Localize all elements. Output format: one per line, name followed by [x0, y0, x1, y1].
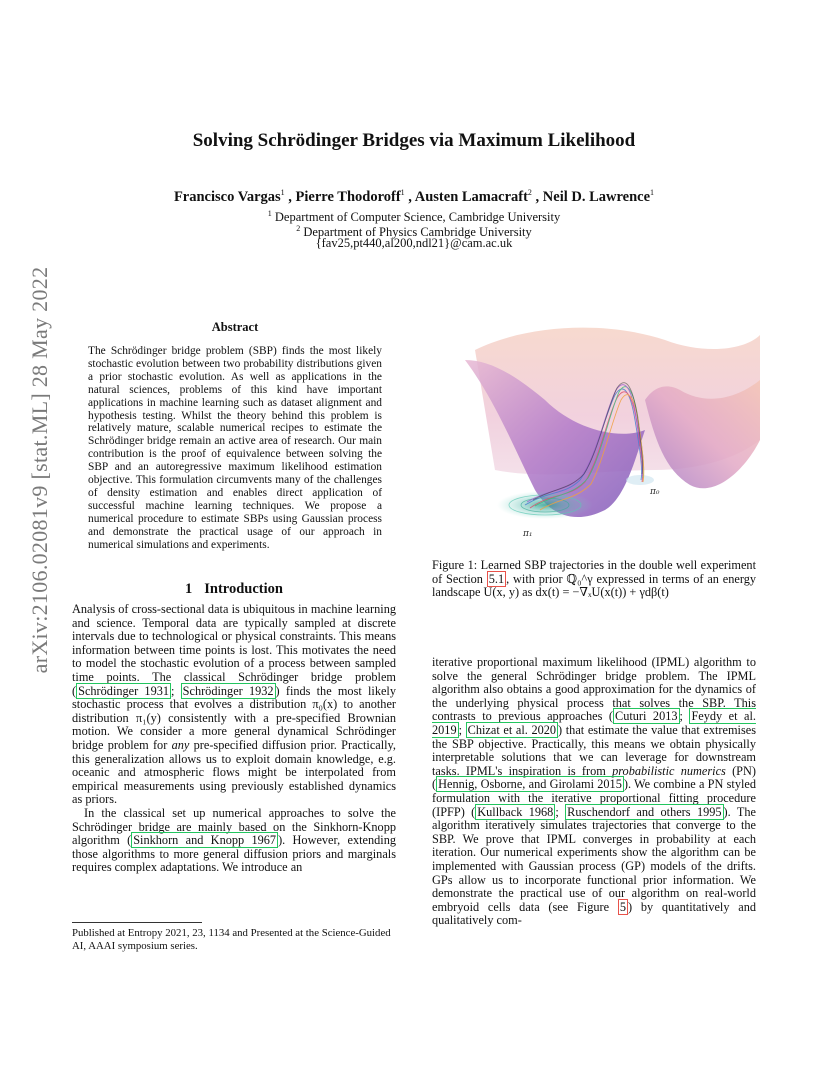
pi0-contours [626, 475, 654, 485]
paragraph: Analysis of cross-sectional data is ubiquitous in machine learning and science. Temporal data are typically sampled at discrete intervals due to technological or physical constraints. This means information between time points is lost. This motivates the need to model the stochastic evolution of a process between sampled time points. The classical Schrödinger bridge problem ( Schrödinger 1931 ; Schrödinger 1932 ) finds the most likely stochastic process that evolves a distribution π₀(x) to another distribution π₁(y) consistently with a pre-specified Brownian motion. We consider a more general dynamical Schrödinger bridge problem for any pre-specified diffusion prior. Practically, this generalization allows us to exploit domain knowledge, e.g. oceanic and atmospheric flows might be interpolated from empirical measurements using previously established dynamics as priors. [72, 602, 396, 807]
author-emails: {fav25,pt440,al200,ndl21}@cam.ac.uk [315, 236, 513, 250]
citation-link[interactable]: Cuturi 2013 [615, 709, 678, 724]
affiliation-text: Department of Physics Cambridge University [303, 225, 532, 240]
right-column-text [432, 656, 756, 928]
citation-link[interactable]: Schrödinger 1931 [78, 683, 170, 698]
section-heading [72, 581, 396, 598]
affiliation-mark: 1 [400, 188, 405, 197]
citation-link[interactable]: Feydy et al. 2019 [432, 709, 756, 737]
citation-link[interactable]: Hennig, Osborne, and Girolami 2015 [438, 777, 622, 792]
figure-1-surface-plot [455, 320, 767, 542]
left-column-text [72, 603, 396, 875]
citation-link[interactable]: Kullback 1968 [477, 804, 554, 819]
citation-link[interactable]: Schrödinger 1932 [182, 683, 274, 698]
footnote-divider [72, 922, 202, 923]
affiliation-mark: 1 [280, 188, 285, 197]
section-reference[interactable]: 5.1 [488, 571, 505, 586]
paragraph: iterative proportional maximum likelihood (IPML) algorithm to solve the general Schrödinger bridge problem. The IPML algorithm also obtains a good approximation for the dynamics of the underlying physical process that solves the SBP. This contrasts to previous approaches ( Cuturi 2013 ; Feydy et al. 2019 ; Chizat et al. 2020 ) that estimate the value that extremises the SBP objective. Practically, this means we obtain physically interpretable solutions that we can leverage for downstream tasks. IPML's inspiration is from probabilistic numerics (PN) ( Hennig, Osborne, and Girolami 2015 ). We combine a PN styled formulation with the iterative proportional fitting procedure (IPFP) ( Kullback 1968 ; Ruschendorf and others 1995 ). The algorithm iteratively simulates trajectories that converge to the SBP. We prove that IPML converges in probability at each iteration. Our numerical experiments show the algorithm can be implemented with Gaussian process (GP) models of the drifts. GPs allow us to incorporate functional prior information. We demonstrate the practical use of our algorithm on real-world embryoid cells data (see Figure 5 ) by quantitatively and qualitatively com- [432, 655, 757, 928]
arxiv-id: arXiv:2106.02081v9 [stat.ML] 28 May 2022 [27, 266, 52, 674]
pi0-label: π₀ [650, 487, 660, 497]
affiliation-mark: 2 [527, 188, 532, 197]
paper-title: Solving Schrödinger Bridges via Maximum Likelihood [192, 130, 636, 151]
figure-1-caption: Figure 1: Learned SBP trajectories in the double well experiment of Section 5.1 , with prior ℚ₀^γ expressed in terms of an energy landscape U(x, y) as dx(t) = −∇ₓU(x(t)) + γdβ(t) [432, 558, 756, 600]
author-name: Francisco Vargas [173, 188, 281, 205]
paragraph: In the classical set up numerical approaches to solve the Schrödinger bridge are mainly based on the Sinkhorn-Knopp algorithm ( Sinkhorn and Knopp 1967 ). However, extending those algorithms to more general diffusion priors and marginals requires complex adaptations. We introduce an [72, 805, 396, 875]
affiliation-mark: 2 [296, 224, 301, 233]
section-title: Introduction [204, 581, 283, 597]
abstract-text: The Schrödinger bridge problem (SBP) finds the most likely stochastic evolution between two probability distributions given a prior stochastic evolution. As well as applications in the natural sciences, problems of this kind have important applications in machine learning such as dataset alignment and hypothesis testing. Whilst the theory behind this problem is relatively mature, scalable numerical recipes to estimate the Schrödinger bridge remain an active area of research. Our main contribution is the proof of equivalence between solving the SBP and an autoregressive maximum likelihood estimation objective. This formulation circumvents many of the challenges of density estimation and enables direct application of successful machine learning techniques. We propose a numerical procedure to estimate SBPs using Gaussian process and demonstrate the practical usage of our approach in numerical simulations and experiments. [88, 345, 382, 551]
author-name: Austen Lamacraft [414, 188, 528, 205]
author-list: Francisco Vargas$^1$ , Pierre Thodoroff$^1$ , Austen Lamacraft$^2$ , Neil D. Lawrence$^1$ [173, 188, 655, 205]
footnote: Published at Entropy 2021, 23, 1134 and Presented at the Science-Guided AI, AAAI symposium series. [72, 927, 391, 952]
arxiv-stamp [22, 266, 58, 674]
pi1-label: π₁ [523, 529, 533, 539]
citation-link[interactable]: Sinkhorn and Knopp 1967 [133, 833, 277, 848]
section-number: 1 [185, 581, 193, 597]
figure-reference[interactable]: 5 [619, 899, 626, 914]
citation-link[interactable]: Chizat et al. 2020 [467, 722, 557, 737]
citation-link[interactable]: Ruschendorf and others 1995 [567, 804, 722, 819]
author-name: Neil D. Lawrence [542, 188, 651, 205]
affiliation-mark: 1 [267, 209, 272, 218]
abstract-heading: Abstract [211, 320, 259, 334]
affiliation-text: Department of Computer Science, Cambridge University [274, 210, 561, 225]
author-name: Pierre Thodoroff [295, 188, 401, 205]
affiliation-mark: 1 [650, 188, 655, 197]
